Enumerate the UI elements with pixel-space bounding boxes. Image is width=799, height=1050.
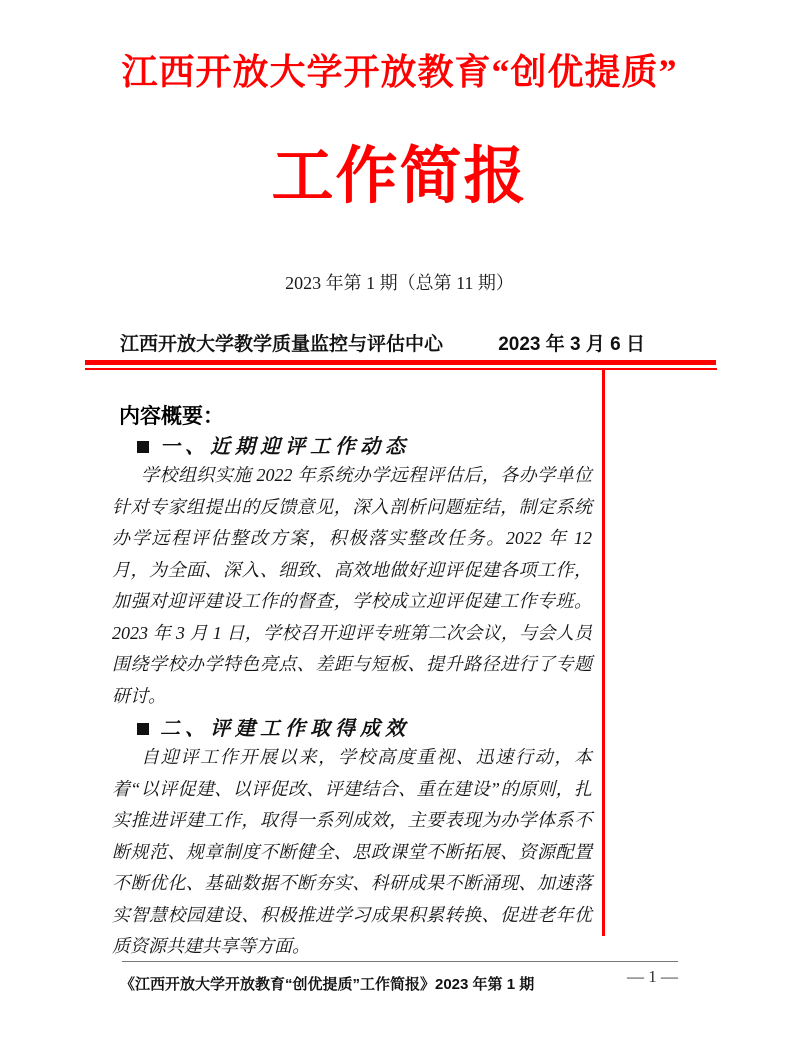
- section-1-heading-row: [112, 436, 592, 458]
- bulletin-supertitle: 江西开放大学开放教育“创优提质”: [121, 52, 678, 92]
- bulletin-main-title: 工作简报: [271, 143, 528, 211]
- publisher-row: [120, 329, 645, 356]
- red-divider-thin: [85, 368, 717, 370]
- publisher-name: 江西开放大学教学质量监控与评估中心: [120, 334, 444, 355]
- section-1-body: 学校组织实施 2022 年系统办学远程评估后，各办学单位针对专家组提出的反馈意见，深入剖析问题症结，制定系统办学远程评估整改方案，积极落实整改任务。2022 年 12 月，为全面、深入、细致、高效地做好迎评促建各项工作，加强对迎评建设工作的督查，学校成立迎评促建工作专班。2023 年 3 月 1 日，学校召开迎评专班第二次会议，与会人员围绕学校办学特色亮点、差距与短板、提升路径进行了专题研讨。: [112, 465, 592, 706]
- square-bullet-icon: [137, 723, 149, 735]
- section-2-body: 自迎评工作开展以来，学校高度重视、迅速行动，本着“以评促建、以评促改、评建结合、重在建设”的原则，扎实推进评建工作，取得一系列成效，主要表现为办学体系不断规范、规章制度不断健全、思政课堂不断拓展、资源配置不断优化、基础数据不断夯实、科研成果不断涌现、加速落实智慧校园建设、积极推进学习成果积累转换、促进老年优质资源共建共享等方面。: [112, 747, 592, 956]
- red-divider-thick: [85, 360, 716, 365]
- issue-number-line: 2023 年第 1 期（总第 11 期）: [285, 273, 514, 293]
- square-bullet-icon: [137, 441, 149, 453]
- section-2-heading: 二、评建工作取得成效: [160, 718, 410, 740]
- summary-label: 内容概要：: [119, 405, 224, 428]
- summary-content: [112, 396, 592, 963]
- publish-date: 2023 年 3 月 6 日: [498, 334, 645, 355]
- red-vertical-rule: [602, 370, 605, 936]
- footer-source-line: 《江西开放大学开放教育“创优提质”工作简报》2023 年第 1 期: [120, 976, 535, 993]
- section-1-heading: 一、近期迎评工作动态: [160, 436, 410, 458]
- section-2-heading-row: [112, 718, 592, 740]
- footer-row: [120, 966, 678, 994]
- page-number: — 1 —: [627, 967, 678, 986]
- footer-divider: [122, 961, 678, 962]
